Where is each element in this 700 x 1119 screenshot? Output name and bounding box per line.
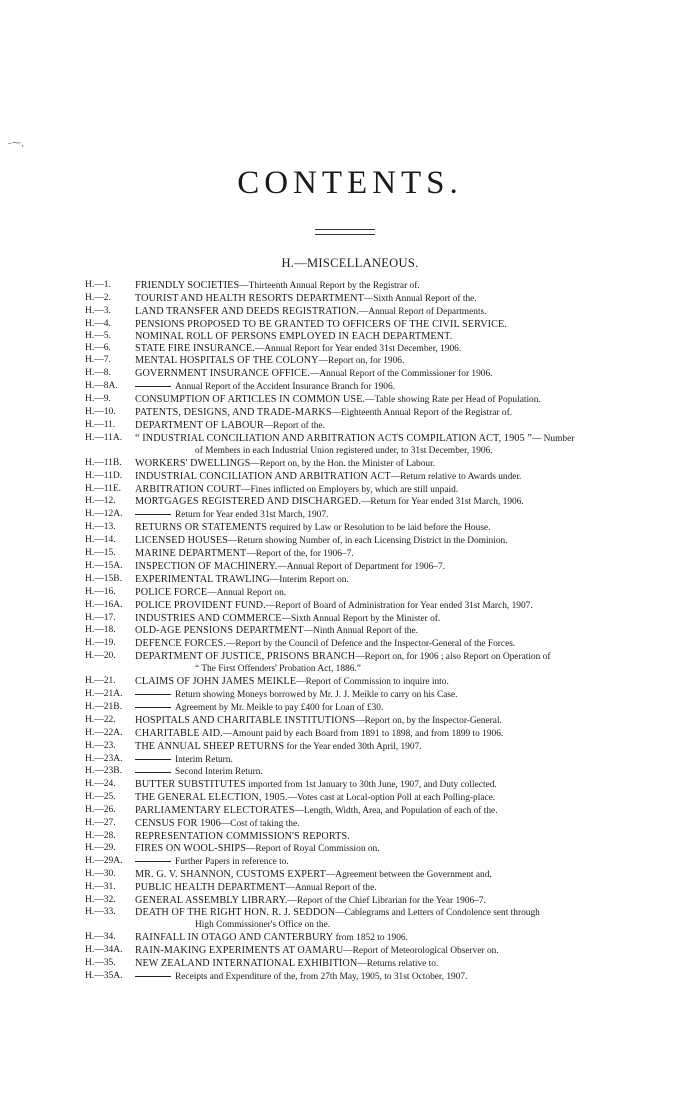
entry-text	[135, 280, 615, 293]
entry-description: Annual Report of the Accident Insurance Branch for 1906.	[175, 382, 395, 393]
entry-text	[135, 779, 615, 792]
contents-entry	[85, 792, 615, 805]
entry-code: H.—22.	[85, 714, 116, 725]
entry-description: —Report by the Council of Defence and the Inspector-General of the Forces.	[225, 639, 516, 650]
entry-description: —Report on, by the Hon. the Minister of Labour.	[250, 458, 436, 469]
contents-entry	[85, 548, 615, 561]
entry-text	[135, 741, 615, 754]
entry-text	[135, 535, 615, 548]
entry-continuation: High Commissioner's Office on the.	[195, 920, 331, 931]
contents-entry	[85, 818, 615, 831]
entry-code: H.—34.	[85, 932, 116, 943]
entry-text	[135, 651, 615, 676]
entry-text	[135, 689, 615, 702]
entry-description: —Report of Meteorological Observer on.	[343, 946, 499, 957]
entry-text	[135, 548, 615, 561]
entry-text	[135, 574, 615, 587]
entry-code: H.—16.	[85, 586, 116, 597]
entry-title: DEATH OF THE RIGHT HON. R. J. SEDDON	[135, 907, 336, 919]
entry-text	[135, 971, 615, 984]
entry-text	[135, 792, 615, 805]
entry-title: PARLIAMENTARY ELECTORATES	[135, 805, 295, 817]
entry-title: EXPERIMENTAL TRAWLING	[135, 573, 270, 585]
entry-description: —Return showing Number of, in each Licensing District in the Dominion.	[227, 536, 508, 547]
entry-title: THE ANNUAL SHEEP RETURNS	[135, 740, 285, 752]
entry-title: INSPECTION OF MACHINERY.	[135, 560, 278, 572]
ditto-dash	[135, 772, 171, 773]
contents-entry	[85, 331, 615, 343]
entry-text	[135, 331, 615, 343]
ditto-dash	[135, 694, 171, 695]
entry-text	[135, 319, 615, 331]
entry-text	[135, 702, 615, 715]
entry-title: NEW ZEALAND INTERNATIONAL EXHIBITION	[135, 958, 358, 970]
entry-title: OLD-AGE PENSIONS DEPARTMENT	[135, 625, 304, 637]
entry-code: H.—30.	[85, 868, 116, 879]
entry-title: RAIN-MAKING EXPERIMENTS AT OAMARU	[135, 945, 344, 957]
contents-entry	[85, 484, 615, 497]
entry-description: Interim Return.	[175, 754, 233, 765]
ditto-dash	[135, 976, 171, 977]
entry-description: —Annual Report of Departments.	[358, 306, 487, 317]
entry-description: —Report of the, for 1906–7.	[246, 549, 354, 560]
entry-text	[135, 433, 615, 458]
entry-description: —Table showing Rate per Head of Population.	[365, 395, 541, 406]
entry-description: —Return for Year ended 31st March, 1906.	[361, 497, 524, 508]
entry-code: H.—32.	[85, 894, 116, 905]
entry-description: —Annual Report of the.	[285, 882, 377, 893]
contents-entry	[85, 306, 615, 319]
contents-entry	[85, 600, 615, 613]
entry-code: H.—21.	[85, 676, 116, 687]
entry-code: H.—11B.	[85, 457, 122, 468]
contents-entry	[85, 420, 615, 433]
entry-description: Return for Year ended 31st March, 1907.	[175, 510, 329, 521]
entry-description: —Thirteenth Annual Report by the Registrar of.	[239, 281, 420, 291]
contents-entry	[85, 689, 615, 702]
entry-code: H.—33.	[85, 907, 116, 918]
contents-entry	[85, 561, 615, 574]
contents-entry	[85, 394, 615, 407]
contents-entry	[85, 407, 615, 420]
contents-entry	[85, 625, 615, 638]
entry-text	[135, 343, 615, 356]
entry-code: H.—27.	[85, 818, 116, 829]
entry-description: — Number	[531, 433, 575, 444]
entry-title: LAND TRANSFER AND DEEDS REGISTRATION.	[135, 305, 359, 317]
entry-code: H.—29A.	[85, 855, 123, 866]
entry-code: H.—28.	[85, 830, 116, 841]
entry-title: PUBLIC HEALTH DEPARTMENT	[135, 881, 286, 893]
contents-entry	[85, 715, 615, 728]
contents-entry	[85, 895, 615, 908]
entry-title: MENTAL HOSPITALS OF THE COLONY	[135, 355, 319, 367]
entry-text	[135, 458, 615, 471]
entry-description: —Sixth Annual Report of the.	[363, 293, 477, 304]
entry-description: —Report of Commission to inquire into.	[296, 677, 449, 688]
entry-text	[135, 856, 615, 869]
contents-entry	[85, 945, 615, 958]
entry-title: DEFENCE FORCES.	[135, 638, 226, 650]
entry-code: H.—14.	[85, 535, 116, 546]
entry-title: THE GENERAL ELECTION, 1905.	[135, 792, 288, 804]
entry-text	[135, 587, 615, 600]
contents-entry	[85, 574, 615, 587]
entry-description: —Annual Report of the Commissioner for 1906.	[309, 369, 493, 380]
entry-code: H.—4.	[85, 318, 111, 329]
entry-code: H.—7.	[85, 355, 111, 366]
entry-text	[135, 407, 615, 420]
contents-entry	[85, 728, 615, 741]
ditto-dash	[135, 861, 171, 862]
entry-title: PENSIONS PROPOSED TO BE GRANTED TO OFFICERS OF THE CIVIL SERVICE.	[135, 318, 508, 330]
page-title: CONTENTS.	[237, 165, 463, 201]
entry-code: H.—20.	[85, 651, 116, 662]
entry-continuation: “ The First Offenders' Probation Act, 1886.”	[195, 664, 361, 675]
entry-title: NOMINAL ROLL OF PERSONS EMPLOYED IN EACH DEPARTMENT.	[135, 330, 453, 342]
contents-entry	[85, 843, 615, 856]
entry-description: —Sixth Annual Report by the Minister of.	[281, 613, 441, 624]
entry-description: —Length, Width, Area, and Population of each of the.	[294, 806, 498, 817]
entry-description: imported from 1st January to 30th June, 1907, and Duty collected.	[245, 780, 497, 791]
entry-description: —Report on, for 1906 ; also Report on Operation of	[355, 652, 551, 663]
entry-text	[135, 613, 615, 626]
entry-description: —Fines inflicted on Employers by, which are still unpaid.	[241, 484, 459, 495]
entry-text	[135, 625, 615, 638]
entry-description: —Annual Report of Department for 1906–7.	[277, 561, 445, 572]
entry-description: —Report of the Chief Librarian for the Year 1906–7.	[287, 895, 486, 906]
entry-text	[135, 958, 615, 971]
contents-entry	[85, 433, 615, 458]
contents-entry	[85, 343, 615, 356]
contents-entry	[85, 381, 615, 394]
entry-title: GOVERNMENT INSURANCE OFFICE.	[135, 368, 310, 380]
contents-entry	[85, 856, 615, 869]
entry-text	[135, 818, 615, 831]
contents-entry	[85, 766, 615, 779]
entry-text	[135, 869, 615, 882]
entry-title: FIRES ON WOOL-SHIPS	[135, 842, 246, 854]
entry-title: GENERAL ASSEMBLY LIBRARY.	[135, 894, 288, 906]
entry-code: H.—12A.	[85, 509, 123, 520]
entry-code: H.—11A.	[85, 432, 123, 443]
entry-code: H.—24.	[85, 779, 116, 790]
entry-code: H.—23.	[85, 740, 116, 751]
contents-entry	[85, 471, 615, 484]
entry-text	[135, 394, 615, 407]
entry-text	[135, 907, 615, 932]
entry-code: H.—17.	[85, 612, 116, 623]
contents-entry	[85, 882, 615, 895]
contents-entry	[85, 587, 615, 600]
entry-text	[135, 715, 615, 728]
contents-entry	[85, 280, 615, 293]
entry-description: —Annual Report for Year ended 31st December, 1906.	[254, 343, 462, 354]
contents-entry	[85, 368, 615, 381]
entry-text	[135, 932, 615, 945]
contents-entry	[85, 831, 615, 843]
entry-description: from 1852 to 1906.	[333, 933, 408, 944]
entry-description: Return showing Moneys borrowed by Mr. J. J. Meikle to carry on his Case.	[175, 690, 458, 700]
entry-code: H.—35.	[85, 958, 116, 969]
entry-code: H.—5.	[85, 330, 111, 341]
contents-entry	[85, 932, 615, 945]
contents-entry	[85, 958, 615, 971]
entry-code: H.—19.	[85, 638, 116, 649]
entry-code: H.—31.	[85, 881, 116, 892]
entry-description: —Annual Report on.	[207, 587, 287, 598]
entry-title: RAINFALL IN OTAGO AND CANTERBURY	[135, 932, 334, 944]
entry-description: required by Law or Resolution to be laid before the House.	[267, 523, 491, 534]
contents-entry	[85, 535, 615, 548]
entry-description: —Report on, by the Inspector-General.	[355, 715, 502, 726]
entry-code: H.—15A.	[85, 560, 123, 571]
contents-entry	[85, 651, 615, 676]
entry-code: H.—12.	[85, 496, 116, 507]
contents-entry	[85, 613, 615, 626]
entry-description: —Return relative to Awards under.	[390, 471, 522, 482]
entry-title: CHARITABLE AID.	[135, 727, 223, 739]
ditto-dash	[135, 386, 171, 387]
contents-entry	[85, 805, 615, 818]
entry-title: ARBITRATION COURT	[135, 483, 242, 495]
contents-entry	[85, 458, 615, 471]
entry-text	[135, 306, 615, 319]
entry-description: —Report of Board of Administration for Year ended 31st March, 1907.	[265, 600, 533, 611]
entry-code: H.—15B.	[85, 573, 122, 584]
section-heading: H.—MISCELLANEOUS.	[281, 256, 419, 270]
entry-code: H.—21A.	[85, 689, 123, 699]
entry-title: RETURNS OR STATEMENTS	[135, 522, 268, 534]
contents-entry	[85, 702, 615, 715]
entry-title: HOSPITALS AND CHARITABLE INSTITUTIONS	[135, 714, 356, 726]
entry-text	[135, 766, 615, 779]
entry-description: —Report of Royal Commission on.	[245, 843, 380, 854]
title-rule	[315, 229, 375, 235]
entry-text	[135, 471, 615, 484]
entry-text	[135, 368, 615, 381]
entry-description: —Cablegrams and Letters of Condolence sent through	[335, 908, 540, 919]
entry-title: MARINE DEPARTMENT	[135, 548, 247, 560]
entry-code: H.—8A.	[85, 381, 118, 392]
entry-code: H.—10.	[85, 407, 116, 418]
entry-text	[135, 676, 615, 689]
entry-text	[135, 638, 615, 651]
entry-code: H.—8.	[85, 368, 111, 379]
contents-entry	[85, 496, 615, 509]
entry-code: H.—1.	[85, 280, 111, 290]
entry-code: H.—11E.	[85, 483, 122, 494]
entry-title: FRIENDLY SOCIETIES	[135, 280, 240, 291]
entry-code: H.—11.	[85, 419, 116, 430]
entry-description: Receipts and Expenditure of the, from 27th May, 1905, to 31st October, 1907.	[175, 971, 468, 982]
entry-text	[135, 355, 615, 368]
entry-code: H.—23A.	[85, 753, 123, 764]
entry-title: WORKERS' DWELLINGS	[135, 457, 251, 469]
entry-title: BUTTER SUBSTITUTES	[135, 779, 246, 791]
entry-description: —Ninth Annual Report of the.	[303, 626, 418, 637]
contents-entry	[85, 971, 615, 984]
contents-entry	[85, 676, 615, 689]
entry-title: DEPARTMENT OF LABOUR	[135, 419, 264, 431]
margin-mark: -⁓,	[8, 138, 24, 149]
entry-text	[135, 522, 615, 535]
entry-text	[135, 484, 615, 497]
entry-title: “ INDUSTRIAL CONCILIATION AND ARBITRATION ACTS COMPILATION ACT, 1905 ”	[135, 432, 532, 444]
entry-description: for the Year ended 30th April, 1907.	[284, 741, 422, 752]
entry-title: CENSUS FOR 1906	[135, 818, 221, 830]
entry-text	[135, 882, 615, 895]
entry-text	[135, 509, 615, 522]
contents-entry	[85, 319, 615, 331]
entry-description: —Eighteenth Annual Report of the Registrar of.	[331, 408, 513, 419]
entry-title: POLICE FORCE	[135, 586, 208, 598]
ditto-dash	[135, 514, 171, 515]
entry-code: H.—3.	[85, 305, 111, 316]
entry-description: —Report on, for 1906.	[318, 356, 405, 367]
entry-description: —Votes cast at Local-option Poll at each Polling-place.	[287, 793, 496, 804]
entry-code: H.—13.	[85, 522, 116, 533]
entry-code: H.—21B.	[85, 701, 122, 712]
entry-title: CONSUMPTION OF ARTICLES IN COMMON USE.	[135, 394, 366, 406]
entry-code: H.—29.	[85, 842, 116, 853]
entry-description: Agreement by Mr. Meikle to pay £400 for Loan of £30.	[175, 702, 384, 713]
entry-title: TOURIST AND HEALTH RESORTS DEPARTMENT	[135, 292, 364, 304]
contents-entry	[85, 509, 615, 522]
contents-entry	[85, 869, 615, 882]
entry-text	[135, 831, 615, 843]
entry-title: MORTGAGES REGISTERED AND DISCHARGED.	[135, 496, 361, 508]
ditto-dash	[135, 707, 171, 708]
entry-continuation: of Members in each Industrial Union registered under, to 31st December, 1906.	[195, 445, 493, 456]
entry-code: H.—34A.	[85, 945, 123, 956]
entry-code: H.—15.	[85, 548, 116, 559]
entry-title: PATENTS, DESIGNS, AND TRADE-MARKS	[135, 407, 332, 419]
entry-description: —Agreement between the Government and.	[325, 869, 492, 880]
entry-description: —Cost of taking the.	[220, 819, 300, 830]
entry-title: STATE FIRE INSURANCE.	[135, 342, 255, 354]
entry-code: H.—2.	[85, 292, 111, 303]
entry-text	[135, 600, 615, 613]
entry-text	[135, 561, 615, 574]
entry-code: H.—35A.	[85, 970, 123, 981]
contents-entry	[85, 293, 615, 306]
entry-text	[135, 754, 615, 767]
entry-title: REPRESENTATION COMMISSION'S REPORTS.	[135, 830, 350, 842]
entry-text	[135, 843, 615, 856]
entry-title: INDUSTRIAL CONCILIATION AND ARBITRATION ACT	[135, 470, 391, 482]
entry-description: —Amount paid by each Board from 1891 to 1898, and from 1899 to 1906.	[222, 728, 504, 739]
entry-text	[135, 293, 615, 306]
contents-entry	[85, 741, 615, 754]
entry-description: Second Interim Return.	[175, 767, 263, 778]
entry-code: H.—11D.	[85, 470, 123, 481]
contents-entry	[85, 638, 615, 651]
entry-text	[135, 895, 615, 908]
entry-code: H.—9.	[85, 394, 111, 405]
contents-entry	[85, 522, 615, 535]
entry-code: H.—6.	[85, 342, 111, 353]
entry-code: H.—25.	[85, 792, 116, 803]
entry-description: —Interim Report on.	[269, 574, 349, 585]
entry-text	[135, 805, 615, 818]
entry-title: DEPARTMENT OF JUSTICE, PRISONS BRANCH	[135, 651, 356, 663]
contents-entry	[85, 754, 615, 767]
contents-entry	[85, 355, 615, 368]
contents-entry	[85, 907, 615, 932]
entry-text	[135, 496, 615, 509]
entry-text	[135, 420, 615, 433]
entry-text	[135, 945, 615, 958]
entry-title: CLAIMS OF JOHN JAMES MEIKLE	[135, 676, 297, 688]
entry-description: Further Papers in reference to.	[175, 856, 289, 867]
entry-code: H.—23B.	[85, 766, 122, 777]
entry-code: H.—16A.	[85, 599, 123, 610]
entry-title: POLICE PROVIDENT FUND.	[135, 599, 266, 611]
entry-title: MR. G. V. SHANNON, CUSTOMS EXPERT	[135, 868, 326, 880]
entry-text	[135, 728, 615, 741]
entry-code: H.—22A.	[85, 727, 123, 738]
entry-text	[135, 381, 615, 394]
entry-title: LICENSED HOUSES	[135, 535, 228, 547]
entry-description: —Returns relative to.	[357, 959, 439, 970]
entry-title: INDUSTRIES AND COMMERCE	[135, 612, 282, 624]
ditto-dash	[135, 759, 171, 760]
entry-description: —Report of the.	[263, 420, 325, 431]
entry-code: H.—26.	[85, 805, 116, 816]
contents-list	[85, 280, 615, 984]
entry-code: H.—18.	[85, 625, 116, 636]
contents-entry	[85, 779, 615, 792]
